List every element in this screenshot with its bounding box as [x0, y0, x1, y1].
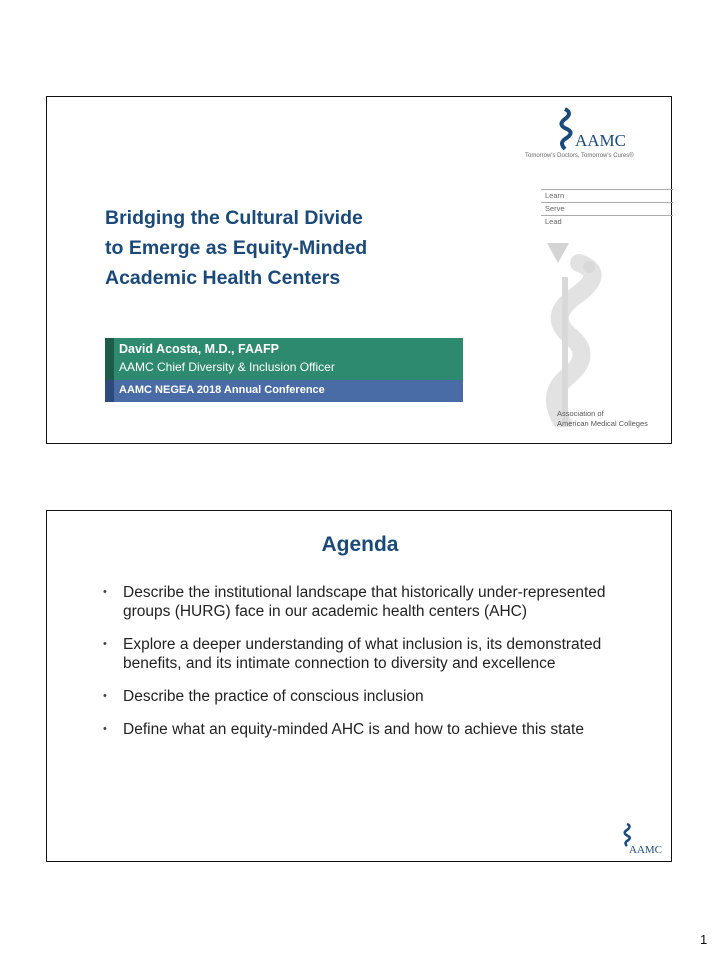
agenda-title: Agenda	[321, 533, 399, 556]
bullet-icon: •	[103, 690, 107, 702]
agenda-item-text: Describe the institutional landscape that historically under-represented groups (HURG) face in our academic health centers (AHC)	[123, 584, 606, 620]
title-line-1: Bridging the Cultural Divide	[105, 207, 363, 229]
agenda-item	[103, 635, 633, 673]
agenda-item	[103, 583, 633, 621]
conference-band	[105, 380, 463, 402]
agenda-item	[103, 687, 633, 706]
agenda-item-text: Describe the practice of conscious inclusion	[123, 688, 424, 705]
conference-band-accent	[105, 380, 114, 402]
agenda-item-text: Define what an equity-minded AHC is and how to achieve this state	[123, 721, 584, 738]
title-line-3: Academic Health Centers	[105, 267, 341, 289]
association-line-2: American Medical Colleges	[557, 419, 648, 428]
tagline: Tomorrow's Doctors, Tomorrow's Cures®	[525, 153, 634, 159]
presenter-name: David Acosta, M.D., FAAFP	[119, 342, 279, 356]
title-line-2: to Emerge as Equity-Minded	[105, 237, 368, 259]
title-slide	[46, 96, 672, 444]
presenter-band-accent	[105, 338, 114, 380]
agenda-slide	[46, 510, 672, 862]
nav-lead: Lead	[545, 217, 562, 226]
association-line-1: Association of	[557, 409, 604, 418]
slide-title	[105, 203, 435, 293]
page-number: 1	[700, 932, 708, 947]
nav-divider	[541, 202, 673, 203]
aamc-logo-text: AAMC	[575, 131, 627, 150]
nav-learn: Learn	[545, 191, 565, 200]
nav-serve: Serve	[545, 204, 565, 213]
bullet-icon: •	[103, 723, 107, 735]
aamc-mini-logo-text: AAMC	[629, 844, 663, 856]
bullet-icon: •	[103, 638, 107, 650]
association-name	[557, 409, 648, 429]
conference-name: AAMC NEGEA 2018 Annual Conference	[119, 384, 325, 396]
bullet-icon: •	[103, 586, 107, 598]
nav-divider	[541, 215, 673, 216]
agenda-item-text: Explore a deeper understanding of what inclusion is, its demonstrated benefits, and its intimate connection to diversity and excellence	[123, 636, 602, 672]
presenter-role: AAMC Chief Diversity & Inclusion Officer	[119, 360, 335, 374]
agenda-item	[103, 720, 633, 739]
presenter-band	[105, 338, 463, 380]
staff-watermark-icon	[517, 237, 617, 427]
presenter-box	[105, 338, 463, 402]
nav-divider	[541, 189, 673, 190]
agenda-list	[103, 583, 633, 753]
